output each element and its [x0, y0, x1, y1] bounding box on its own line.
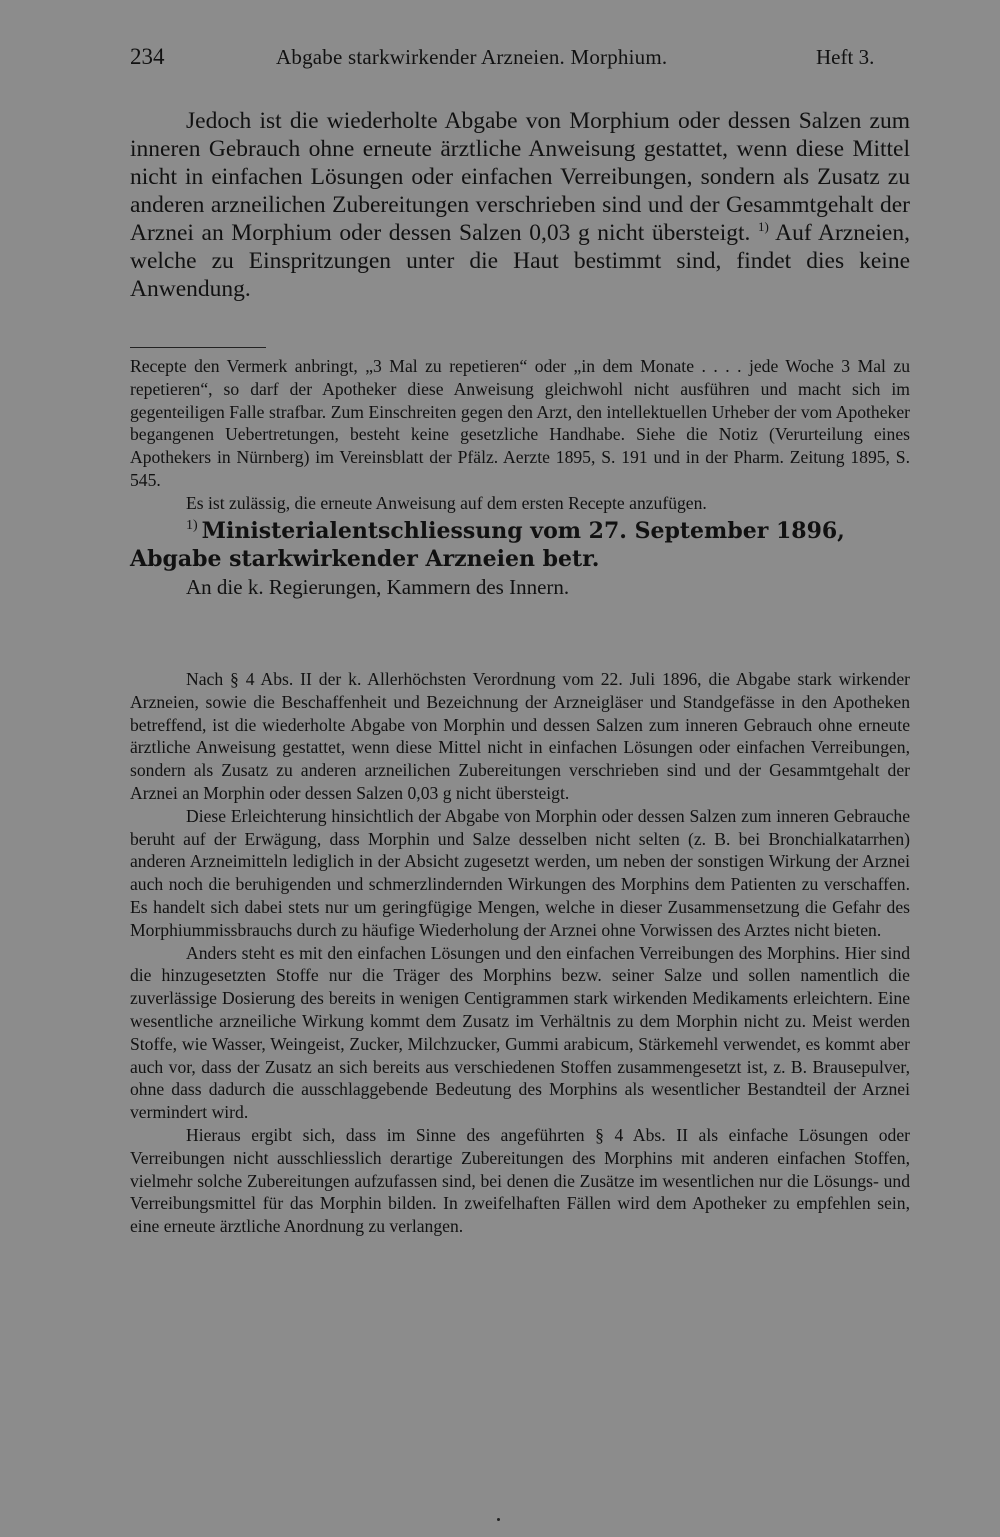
- page-dot: [497, 1518, 500, 1521]
- footnote-continuation: Recepte den Vermerk anbringt, „3 Mal zu repetieren“ oder „in dem Monate . . . . jede Woche 3 Mal zu repetieren“, so darf der Apotheker diese Anweisung gleichwohl nicht ausführen und macht sich im gegenteiligen Falle strafbar. Zum Einschreiten gegen den Arzt, den intellektuellen Urheber der vom Apotheker begangenen Uebertretungen, besteht keine gesetzliche Handhabe. Siehe die Notiz (Verurteilung eines Apothekers in Nürnberg) im Vereinsblatt der Pfälz. Aerzte 1895, S. 191 und in der Pharm. Zeitung 1895, S. 545.: [130, 356, 910, 490]
- issue-label: Heft 3.: [816, 45, 875, 69]
- main-paragraph: [130, 107, 910, 303]
- decree-heading-line2: Abgabe starkwirkender Arzneien betr.: [130, 545, 600, 572]
- decree-heading-line1: Ministerialentschliessung vom 27. September 1896,: [201, 517, 845, 544]
- footnote-rule: [130, 347, 266, 348]
- decree-heading: [130, 517, 910, 573]
- decree-body: [130, 668, 910, 1238]
- main-paragraph-part1: Jedoch ist die wiederholte Abgabe von Morphium oder dessen Salzen zum inneren Gebrauch ohne erneute ärztliche Anweisung gestattet, wenn diese Mittel nicht in einfachen Lösungen oder einfachen Verreibungen, sondern als Zusatz zu anderen arzneilichen Zubereitungen verschrieben sind und der Gesammtgehalt der Arznei an Morphium oder dessen Salzen 0,03 g nicht übersteigt.: [130, 108, 910, 246]
- footnote-marker: 1): [758, 219, 769, 235]
- main-paragraph-part2: Auf Arzneien, welche zu Einspritzungen unter die Haut bestimmt sind, findet dies keine Anwendung.: [130, 220, 910, 302]
- decree-addressee: An die k. Regierungen, Kammern des Innern.: [186, 574, 570, 599]
- running-title: Abgabe starkwirkender Arzneien. Morphium.: [276, 45, 668, 69]
- decree-paragraph: Hieraus ergibt sich, dass im Sinne des angeführten § 4 Abs. II als einfache Lösungen oder Verreibungen nicht ausschliesslich derartige Zubereitungen des Morphins mit anderen einfachen Stoffen, vielmehr solche Zubereitungen aufzufassen sind, bei denen die Zusätze im wesentlichen nur die Lösungs- und Verreibungsmittel für das Morphin bilden. In zweifelhaften Fällen wird dem Apotheker zu empfehlen sein, eine erneute ärztliche Anordnung zu verlangen.: [130, 1124, 910, 1237]
- main-text: [130, 107, 910, 303]
- decree-paragraph: Anders steht es mit den einfachen Lösungen und den einfachen Verreibungen des Morphins. Hier sind die hinzugesetzten Stoffe nur die Träger des Morphins bezw. seiner Salze und sollen namentlich die zuverlässige Dosierung des bereits in wenigen Centigrammen stark wirkenden Medikaments erleichtern. Eine wesentliche arzneiliche Wirkung kommt dem Zusatz im Verhältnis zu dem Morphin nicht zu. Meist werden Stoffe, wie Wasser, Weingeist, Zucker, Milchzucker, Gummi arabicum, Stärkemehl verwendet, es kommt aber auch vor, dass der Zusatz an sich bereits aus verschiedenen Stoffen zusammengesetzt ist, z. B. Brausepulver, ohne dass dadurch die ausschlaggebende Bedeutung des Morphins als wesentlicher Bestandteil der Arznei vermindert wird.: [130, 942, 910, 1123]
- footnote-note: Es ist zulässig, die erneute Anweisung auf dem ersten Recepte anzufügen.: [186, 492, 707, 513]
- decree-paragraph: Nach § 4 Abs. II der k. Allerhöchsten Verordnung vom 22. Juli 1896, die Abgabe stark wirkender Arzneien, sowie die Beschaffenheit und Bezeichnung der Arzneigläser und Standgefässe in den Apotheken betreffend, ist die wiederholte Abgabe von Morphin und dessen Salzen zum inneren Gebrauch ohne erneute ärztliche Anweisung gestattet, wenn diese Mittel nicht in einfachen Lösungen oder einfachen Verreibungen, sondern als Zusatz zu anderen arzneilichen Zubereitungen verschrieben sind und der Gesammtgehalt der Arznei an Morphin oder dessen Salzen 0,03 g nicht übersteigt.: [130, 669, 910, 803]
- decree-marker: 1): [186, 518, 198, 534]
- decree-paragraph: Diese Erleichterung hinsichtlich der Abgabe von Morphin oder dessen Salzen zum inneren Gebrauche beruht auf der Erwägung, dass Morphin und Salze desselben nicht selten (z. B. bei Bronchialkatarrhen) anderen Arzneimitteln lediglich in der Absicht zugesetzt werden, um neben der sonstigen Wirkung der Arznei auch noch die beruhigenden und schmerzlindernden Wirkungen des Morphins dem Patienten zu verschaffen. Es handelt sich dabei stets nur um geringfügige Mengen, welche in dieser Zusammensetzung die Gefahr des Morphiummissbrauchs durch zu häufige Wiederholung der Arznei ohne Vorwissen des Arztes nicht bieten.: [130, 805, 910, 940]
- page-number: 234: [130, 44, 165, 69]
- footnote-area: [130, 355, 910, 601]
